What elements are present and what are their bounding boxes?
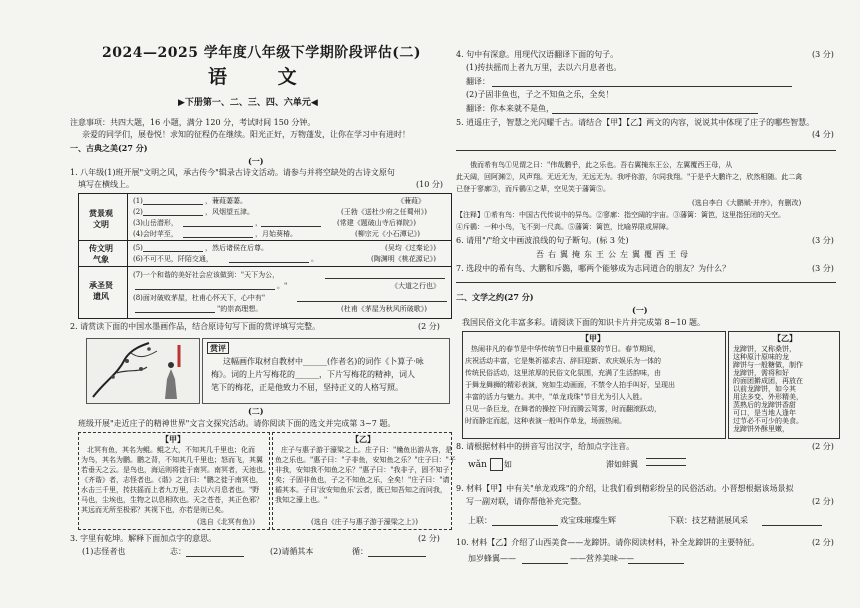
question-5-text: 5. 逍遥庄子，智慧之光闪耀千古。请结合【甲】【乙】两文的内容，说说其中体现了庄子的哪些智慧。 [456,118,815,127]
question-9-text: 9. 材料【甲】中有关"单龙戏珠"的介绍，让我们看到精彩纷呈的民俗活动。小晋想根据该场景拟 [456,484,794,493]
section-1-heading: 一、古典之美(27 分) [70,143,148,153]
question-4a: (1)抟扶摇而上者九万里，去以六月息者也。 [466,63,622,72]
left-column [70,0,456,608]
annotate-word: 滞如蚌翼 [606,460,638,469]
answer-blank[interactable] [297,301,447,302]
card-line: 热闹非凡的春节是中华传统节日中最重要的节日。春节期间， [471,345,660,353]
answer-blank[interactable] [135,312,215,313]
question-4-score: (3 分) [812,50,834,59]
answer-blank[interactable] [186,556,244,557]
blank-label: (2) [133,208,143,216]
couplet-up-label: 上联： [468,516,492,525]
line-source: 《蒹葭》 [397,197,425,205]
passage-line: 水击三千里，抟扶摇而上者九万里，去以六月息者也。"野 [81,486,260,494]
line-text: ， [255,219,262,227]
passage-yi [272,432,456,530]
question-6-score: (3 分) [812,236,834,245]
pinyin: wǎn [468,460,487,470]
question-5-score: (4 分) [812,130,834,139]
table-category-2: 气象 [93,254,109,264]
card-yi [728,331,840,439]
passage-line: 庄子与惠子游于濠梁之上。庄子曰："儵鱼出游从容，是 [281,446,453,454]
passage-source: (选自《北冥有鱼》) [197,518,255,526]
passage-line: 我知之濠上也。" [275,496,328,504]
question-1-text: 1. 八年级(1)班开展"文明之风，承古传今"辑录古诗文活动。请参与并将空缺处的古诗文原句 [70,168,395,177]
activity-intro-2: 我国民俗文化丰富多彩。请阅读下面的知识卡片并完成第 8~10 题。 [462,318,706,327]
card-line: 龙蹄饼外酥里嫩， [733,425,789,433]
answer-blank[interactable] [492,86,792,87]
answer-blank[interactable] [229,262,309,263]
question-1-text-2: 填写在横线上。 [78,180,134,189]
part-1-label: (一) [248,156,264,166]
line-text: ，蒹葭萋萋。 [205,197,247,205]
question-3b: (2)请循其本 [270,547,314,556]
question-3b-label: 循： [352,547,368,556]
card-line: 只见一条巨龙，在舞者的操控下时而腾云驾雾，时而翻滚跃动， [465,405,661,413]
card-line: 这种原汁原味的龙 [733,353,789,361]
blank-label: (8)面对破败茅屋，杜甫心怀天下，心中有" [133,294,266,302]
passage-line: 若垂天之云。是鸟也，海运则将徙于南冥。南冥者，天池也。 [81,466,270,474]
review-label: 赏评 [207,342,229,354]
table-category-2: 遗风 [93,291,109,301]
answer-blank[interactable] [762,525,822,526]
answer-blank[interactable] [456,150,836,151]
question-3-score: (2 分) [418,534,440,543]
card-line: 过节必不可少的美食。 [733,417,803,425]
card-line: 蒸熟后的龙蹄饼香甜 [733,401,796,409]
subject-title: 语 文 [208,66,319,88]
review-box [202,338,450,404]
blank-label: (4)会时苹至， [133,230,178,238]
plum-blossom-painting-icon [87,339,199,403]
question-4-text: 4. 句中有深意。用现代汉语翻译下面的句子。 [456,50,619,59]
answer-blank[interactable] [261,226,321,227]
blank-label: (1) [133,197,143,205]
question-7-score: (3 分) [812,264,834,273]
answer-blank[interactable] [456,282,836,283]
passage-bing-line: 此天阔，回阿渊②，风声翔。无近无为，无远无为。我呼你游，尔同我翔。"于是乎大鹏许之，欣然相随。此二禽 [456,173,803,181]
pinyin-suffix: 如 [504,460,512,469]
question-2-score: (2 分) [418,322,440,331]
passage-line: 为鸟，其名为鹏。鹏之背，不知其几千里也；怒而飞，其翼 [81,456,263,464]
passage-line: 鱼之乐也。"惠子曰："子非鱼，安知鱼之乐？"庄子曰："子 [275,456,456,464]
footnote: ④斥鷃：一种小鸟，飞不到一尺高。⑤藩篱：篱笆，比喻界限或屏障。 [456,223,673,231]
card-line: 用法多变、外形精美， [733,393,803,401]
table-category: 传文明 [89,243,113,253]
question-9-text-2: 写一副对联，请你帮他补充完整。 [466,497,586,506]
couplet-down-label: 下联： [668,516,692,525]
passage-bing-line: 已登于寥廓③，而斥鷃④之辈，空见笑于藩篱⑤。 [456,185,610,193]
card-line: 可口，是当地人逢年 [733,409,796,417]
card-line: 庆祝活动丰富，它是集祈福求吉、辞旧迎新、欢庆娱乐为一体的 [465,357,661,365]
answer-blank[interactable] [183,226,253,227]
card-jia-label: 【甲】 [581,333,605,343]
table-category: 承圣贤 [89,280,113,290]
question-1-score: (10 分) [416,180,443,189]
question-8-text: 8. 请根据材料中的拼音写出汉字，给加点字注音。 [456,442,635,451]
answer-blank[interactable] [135,289,275,290]
card-jia [462,331,726,439]
poetry-table [78,193,452,319]
card-yi-label: 【乙】 [773,333,797,343]
footnote: 【注释】①希有鸟：中国古代传说中的异鸟。②寥廓：指空阔的宇宙。③藩篱：篱笆，这里指狂闭的天空。 [456,211,785,219]
feature-start: 加岁蜂翼—— [468,554,516,563]
blank-label: (7)一个和谐的美好社会应该做到："天下为公， [133,271,280,279]
passage-jia-label: 【甲】 [161,434,185,444]
blank-label: (6)不可不见，阡陌交通， [133,255,213,263]
line-source: (陶渊明《桃花源记》) [371,255,436,263]
question-2-text: 2. 请赏读下面的中国水墨画作品，结合原诗句写下面的赏评填写完整。 [70,322,321,331]
passage-line: 非我，安知我不知鱼之乐？"惠子曰："我非子，固不知子 [275,466,450,474]
character-box[interactable] [490,458,503,471]
answer-blank[interactable] [325,278,445,279]
couplet-down-text: 技艺精湛展风采 [692,516,748,525]
passage-line: 《齐谐》者，志怪者也。《谐》之言曰："鹏之徙于南冥也， [81,476,263,484]
part-1-label: (一) [632,305,648,315]
question-10-text: 10. 材料【乙】介绍了山西美食——龙蹄饼。请你阅读材料，补全龙蹄饼的主要特征。 [456,538,760,547]
passage-line: 循其本。子曰'汝安知鱼乐'云者，既已知吾知之而问我， [275,486,447,494]
card-line: 于舞龙舞狮的精彩表演，宛如生动画面，不禁令人拍手叫好，呈现出 [465,381,675,389]
card-line: 龙蹄饼，需将和好 [733,369,789,377]
ink-painting [86,338,200,404]
answer-blank[interactable] [143,251,203,252]
question-3-text: 3. 字里有乾坤。解释下面加点字的意思。 [70,534,217,543]
scope-line: ▶下册第一、二、三、四、六单元◀ [178,98,318,108]
review-line: 笔下的梅花，正是他致力不屈，坚持正义的人格写照。 [211,383,403,392]
card-line: 蹄饼与一般糖做，制作 [733,361,803,369]
table-category: 赏景观 [89,208,113,218]
line-text: ，月始葵椿。 [255,230,297,238]
answer-blank[interactable] [628,563,684,564]
question-9-score: (2 分) [812,497,834,506]
card-line: 丰富的活力与魅力。其中，"单龙戏珠"节目尤为引人入胜。 [465,393,647,401]
question-6-sentence[interactable]: 吾右翼掩东王公左翼覆西王母 [536,250,692,259]
line-text: 。 [311,255,318,263]
section-2-heading: 二、文学之约(27 分) [456,292,534,302]
blank-label: (5) [133,244,143,252]
line-source: (吴均《过秦论》) [385,244,436,252]
answer-blank[interactable] [552,113,758,114]
passage-line: 马也，尘埃也，生物之以息相吹也。天之苍苍，其正色邪？ [81,496,263,504]
card-line: 的面团擀成团，再放在 [733,377,803,385]
activity-intro: 班级开展"走近庄子的精神世界"文言文探究活动。请你阅读下面的选文并完成第 3~7 题。 [78,419,396,428]
passage-line: 其远而无所至极邪？其视下也，亦若是则已矣。 [81,506,228,514]
answer-blank[interactable] [143,204,203,205]
feature-mid: ——营养美味—— [570,554,634,563]
card-line: 以前龙蹄饼，如今其 [733,385,796,393]
card-line: 龙蹄饼，又称桑饼， [733,345,796,353]
passage-yi-label: 【乙】 [351,434,375,444]
card-line: 时而静定而起，这种表演一般叫作单龙，场面热闹。 [465,417,626,425]
question-8-score: (2 分) [812,442,834,451]
translate-label: 翻译：你本来就不是鱼， [466,104,554,113]
answer-blank[interactable] [368,556,426,557]
line-source: (常建《题破山寺后禅院》) [337,219,416,227]
review-line: 这幅画作取材自教材中______(作者名)的词作《卜算子·咏 [223,357,424,366]
line-source: (王勃《送杜少府之任蜀州》) [341,208,427,216]
answer-blank[interactable] [646,465,686,466]
translate-label: 翻译： [466,77,490,86]
notice-line: 注意事项：共四大题，16 小题，满分 120 分，考试时间 150 分钟。 [70,118,316,127]
question-6-text: 6. 请用"/"给文中画波浪线的句子断句。(标 3 处) [456,236,629,245]
line-text: ，风烟望五津。 [205,208,254,216]
passage-source: (选自《庄子与惠子游于濠梁之上》) [311,518,418,526]
couplet-up-text: 戏宝珠璀璨生辉 [560,516,616,525]
right-column [456,0,844,608]
blank-label: (3)山岳潜形， [133,219,178,227]
notice-line-2: 亲爱的同学们，展卷悦！求知的征程仍在继续。阳光正好，万物蓬发，让你在学习中有进时！ [82,130,410,139]
line-text: "的崇高理想。 [217,305,263,313]
question-4b: (2)子固非鱼也，子之不知鱼之乐，全矣！ [466,90,614,99]
answer-blank[interactable] [646,458,686,459]
question-10-score: (2 分) [812,538,834,547]
answer-blank[interactable] [492,525,558,526]
exam-title: 2024—2025 学年度八年级下学期阶段评估(二) [102,45,422,61]
line-text: 。" [277,282,288,290]
line-source: (杜甫《茅屋为秋风所破歌》) [341,305,427,313]
passage-line: 北冥有鱼，其名为鲲。鲲之大，不知其几千里也；化而 [87,446,255,454]
card-line: 传统民俗活动，这里浓厚的民俗文化氛围，充满了生活韵味，由 [465,369,661,377]
passage-bing-source: (选自李白《大鹏赋·并序》，有删改) [692,199,802,207]
review-line: 梅》。词的上片写梅花的______，下片写梅花的精神，词人 [211,370,415,379]
line-source: (柳宗元《小石潭记》) [355,230,420,238]
answer-blank[interactable] [183,237,253,238]
question-7-text: 7. 选段中的希有鸟、大鹏和斥鷃，哪两个能够成为志同道合的朋友？为什么？ [456,264,731,273]
passage-jia [78,432,270,530]
line-source: 《大道之行也》 [391,282,440,290]
question-3a-label: 志： [170,547,186,556]
passage-bing-line: 俄而希有鸟①见谓之曰："伟哉鹏乎，此之乐也。吾右翼掩东王公，左翼覆西王母，从 [470,161,733,169]
line-text: ，然后诸侯在后尊。 [205,244,268,252]
part-2-label: (二) [248,406,264,416]
answer-blank[interactable] [143,215,203,216]
table-category-2: 文明 [93,219,109,229]
answer-blank[interactable] [522,563,568,564]
passage-line: 矣；子固非鱼也，子之不知鱼之乐，全矣！"庄子曰："请 [275,476,450,484]
question-3a: (1)志怪者也 [82,547,126,556]
